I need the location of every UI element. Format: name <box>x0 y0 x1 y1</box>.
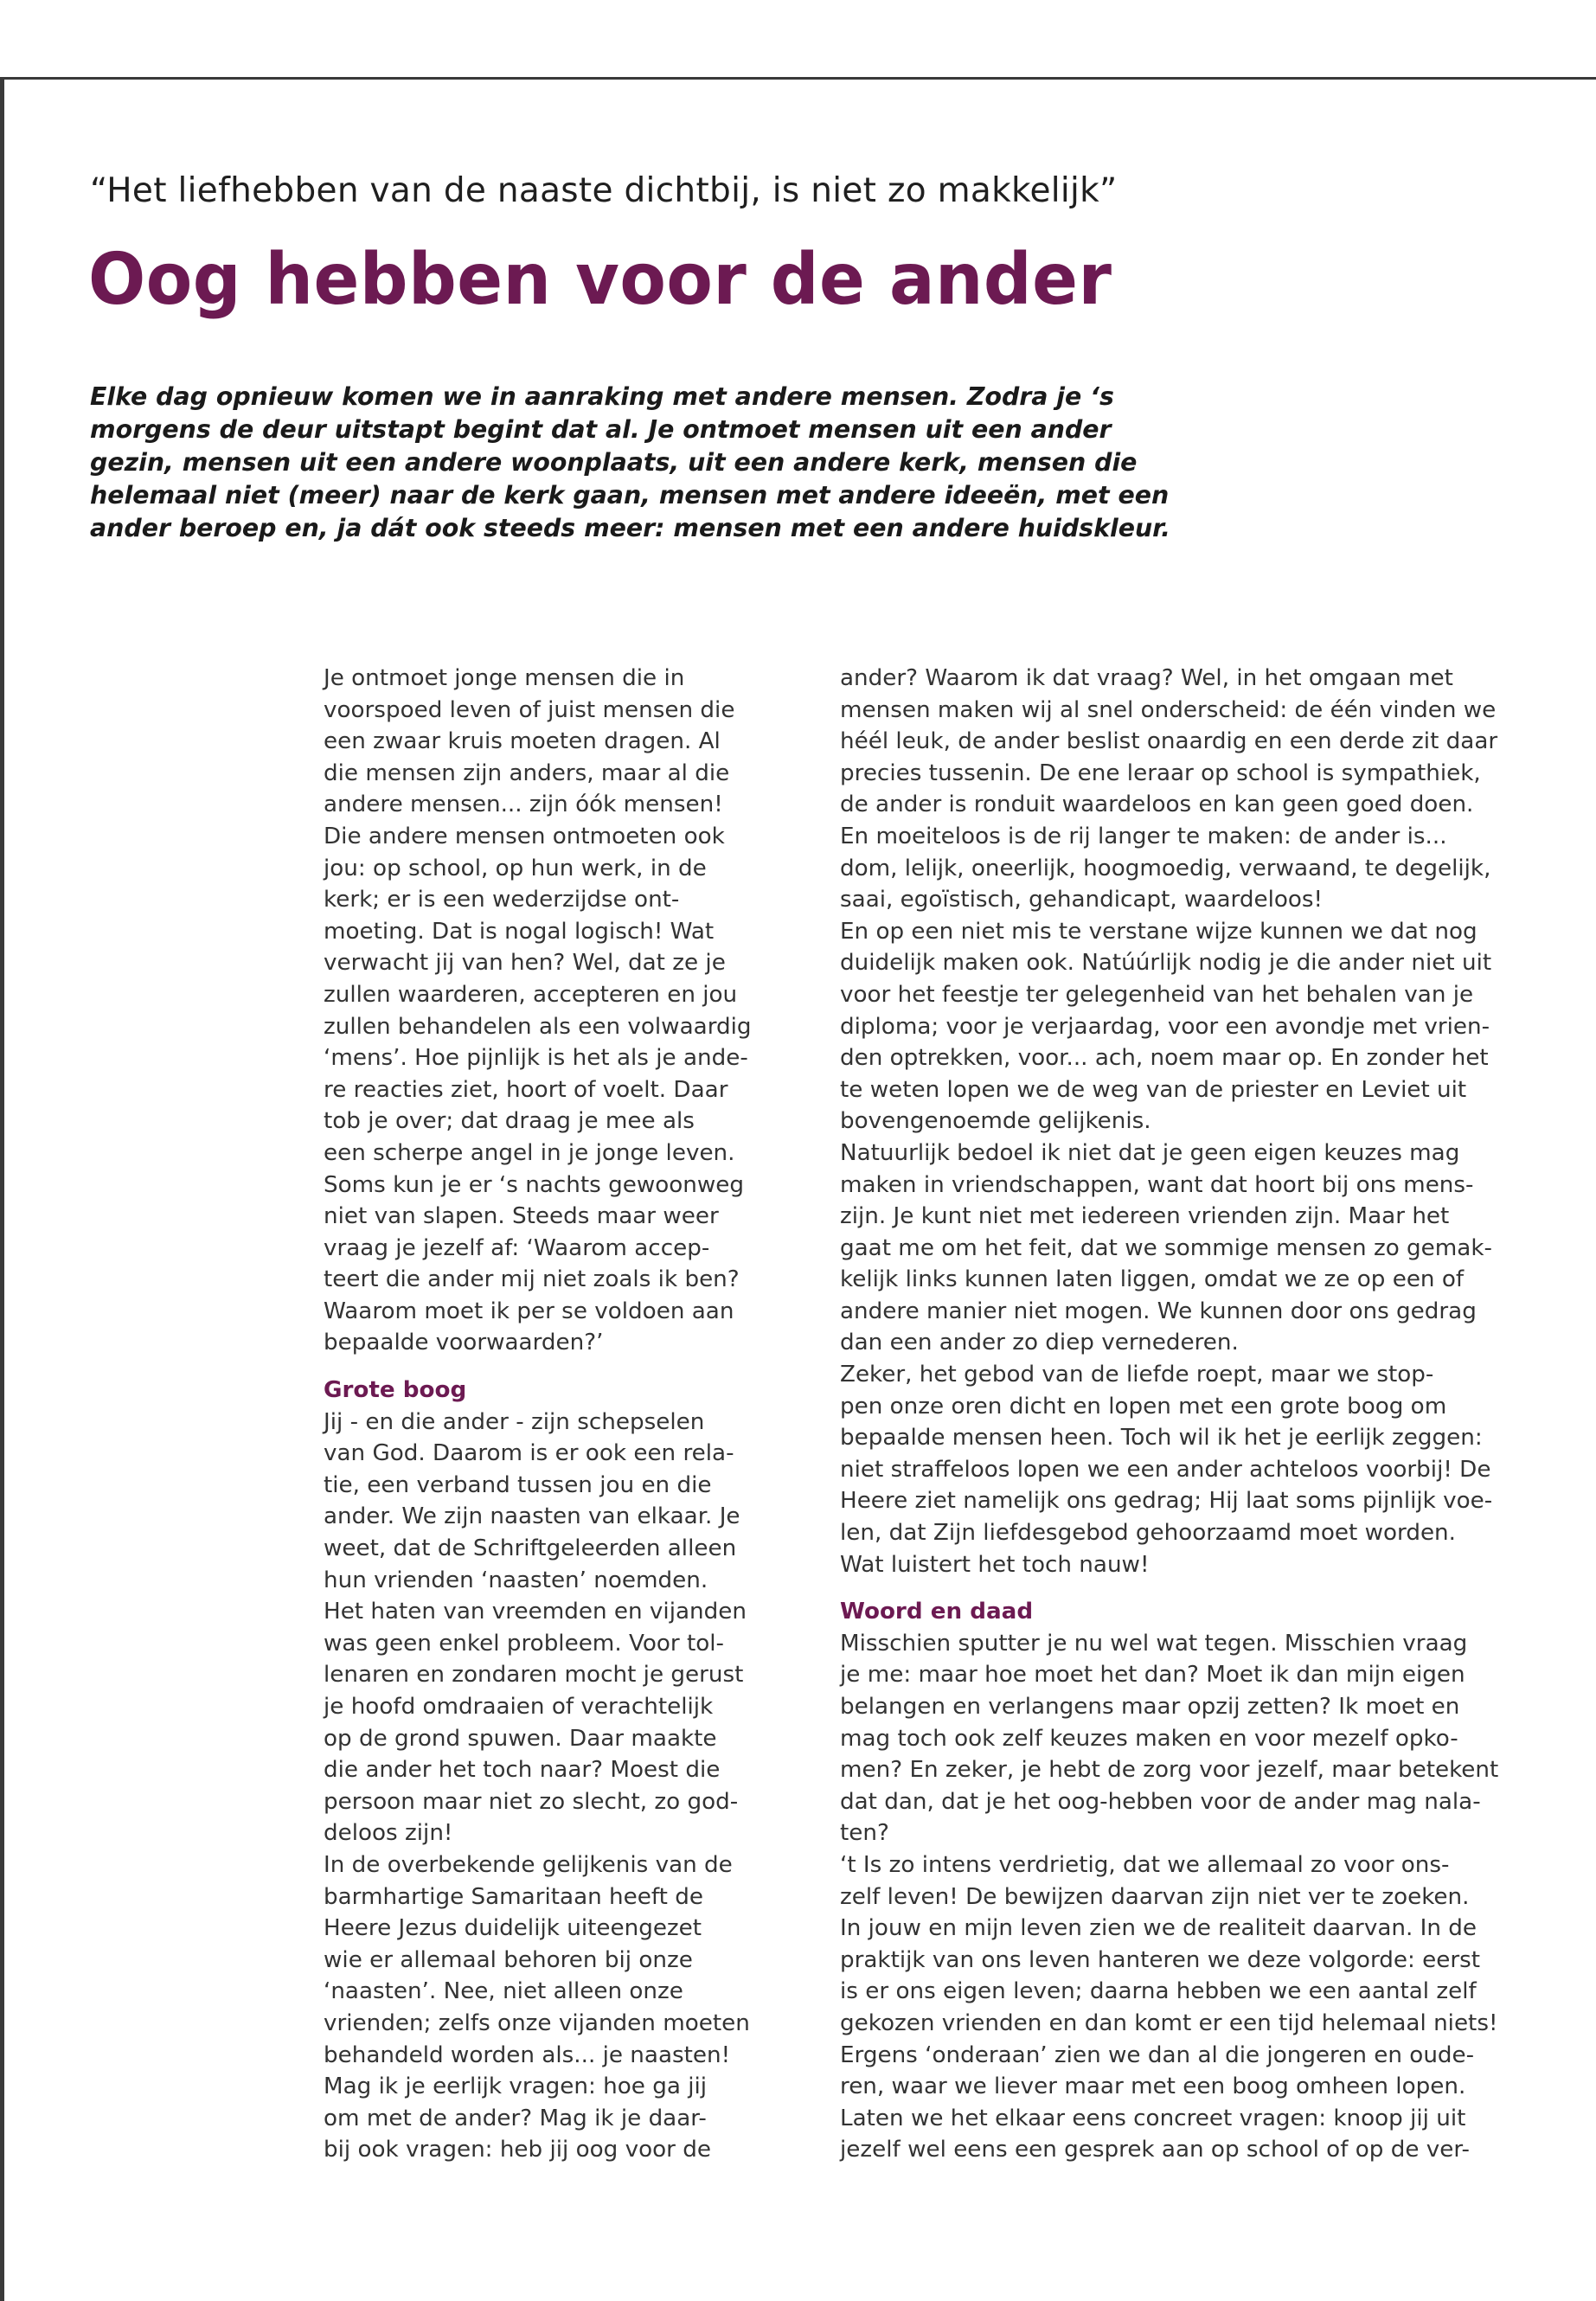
body-line: je hoofd omdraaien of verachtelijk <box>324 1694 714 1720</box>
body-line: len, dat Zijn liefdesgebod gehoorzaamd moet worden. <box>840 1520 1456 1547</box>
body-line: Natuurlijk bedoel ik niet dat je geen eigen keuzes mag <box>840 1139 1460 1166</box>
right-column <box>840 663 1515 2166</box>
body-line: dom, lelijk, oneerlijk, hoogmoedig, verwaand, te degelijk, <box>840 855 1491 881</box>
body-line: voor het feestje ter gelegenheid van het behalen van je <box>840 981 1474 1008</box>
body-line: lenaren en zondaren mocht je gerust <box>324 1662 744 1689</box>
body-line: diploma; voor je verjaardag, voor een avondje met vrien- <box>840 1013 1490 1040</box>
intro-line: morgens de deur uitstapt begint dat al. Je ontmoet mensen uit een ander <box>90 415 1112 444</box>
body-line: je me: maar hoe moet het dan? Moet ik dan mijn eigen <box>840 1662 1465 1689</box>
body-line: moeting. Dat is nogal logisch! Wat <box>324 918 715 945</box>
body-line: vraag je jezelf af: ‘Waarom accep- <box>324 1234 710 1261</box>
intro-line: Elke dag opnieuw komen we in aanraking met andere mensen. Zodra je ‘s <box>90 382 1114 411</box>
body-line: Heere Jezus duidelijk uiteengezet <box>324 1915 702 1942</box>
body-line: tie, een verband tussen jou en die <box>324 1471 712 1498</box>
body-line: zullen waarderen, accepteren en jou <box>324 981 738 1008</box>
body-line: is er ons eigen leven; daarna hebben we een aantal zelf <box>840 1978 1477 2005</box>
body-line: mag toch ook zelf keuzes maken en voor mezelf opko- <box>840 1725 1458 1752</box>
body-line: een zwaar kruis moeten dragen. Al <box>324 728 721 755</box>
body-line: vrienden; zelfs onze vijanden moeten <box>324 2009 750 2036</box>
body-line: Ergens ‘onderaan’ zien we dan al die jongeren en oude- <box>840 2041 1475 2068</box>
body-line: saai, egoïstisch, gehandicapt, waardeloos! <box>840 887 1324 913</box>
intro-line: ander beroep en, ja dát ook steeds meer: mensen met een andere huidskleur. <box>90 514 1170 542</box>
body-line: bepaalde mensen heen. Toch wil ik het je eerlijk zeggen: <box>840 1425 1483 1452</box>
body-line: duidelijk maken ook. Natúúrlijk nodig je die ander niet uit <box>840 950 1492 977</box>
body-line: bij ook vragen: heb jij oog voor de <box>324 2137 711 2163</box>
article-kicker-quote: “Het liefhebben van de naaste dichtbij, is niet zo makkelijk” <box>90 171 1118 210</box>
body-line: Het haten van vreemden en vijanden <box>324 1599 747 1625</box>
body-line: In de overbekende gelijkenis van de <box>324 1851 733 1878</box>
body-line: tob je over; dat draag je mee als <box>324 1108 695 1135</box>
intro-line: gezin, mensen uit een andere woonplaats, uit een andere kerk, mensen die <box>90 448 1138 477</box>
body-line: bovengenoemde gelijkenis. <box>840 1108 1151 1135</box>
body-line: Zeker, het gebod van de liefde roept, maar we stop- <box>840 1362 1434 1388</box>
body-line: te weten lopen we de weg van de priester en Leviet uit <box>840 1076 1467 1103</box>
body-line: verwacht jij van hen? Wel, dat ze je <box>324 950 726 977</box>
body-line: kerk; er is een wederzijdse ont- <box>324 887 680 913</box>
body-line: teert die ander mij niet zoals ik ben? <box>324 1266 740 1293</box>
section-gap <box>840 1580 1515 1596</box>
body-line: dat dan, dat je het oog-hebben voor de ander mag nala- <box>840 1788 1481 1815</box>
body-line: Die andere mensen ontmoeten ook <box>324 823 725 849</box>
body-line: praktijk van ons leven hanteren we deze volgorde: eerst <box>840 1946 1481 1973</box>
body-line: bepaalde voorwaarden?’ <box>324 1330 604 1356</box>
scan-border-top <box>0 0 1596 80</box>
body-line: ander. We zijn naasten van elkaar. Je <box>324 1503 740 1530</box>
body-line: andere mensen... zijn óók mensen! <box>324 792 723 818</box>
body-line: precies tussenin. De ene leraar op school is sympathiek, <box>840 760 1481 786</box>
body-line: van God. Daarom is er ook een rela- <box>324 1440 734 1467</box>
body-line: men? En zeker, je hebt de zorg voor jezelf, maar betekent <box>840 1757 1499 1784</box>
body-line: zelf leven! De bewijzen daarvan zijn niet ver te zoeken. <box>840 1883 1470 1910</box>
body-line: niet straffeloos lopen we een ander achteloos voorbij! De <box>840 1456 1491 1483</box>
body-line: Laten we het elkaar eens concreet vragen: knoop jij uit <box>840 2105 1466 2131</box>
body-line: pen onze oren dicht en lopen met een grote boog om <box>840 1393 1447 1420</box>
section-subheading: Grote boog <box>324 1377 467 1404</box>
body-line: kelijk links kunnen laten liggen, omdat we ze op een of <box>840 1266 1465 1293</box>
body-line: Wat luistert het toch nauw! <box>840 1551 1150 1578</box>
body-line: wie er allemaal behoren bij onze <box>324 1946 693 1973</box>
scan-border-left <box>0 80 4 2301</box>
body-line: Misschien sputter je nu wel wat tegen. Misschien vraag <box>840 1630 1468 1657</box>
body-line: voorspoed leven of juist mensen die <box>324 696 735 723</box>
body-line: jou: op school, op hun werk, in de <box>324 855 707 881</box>
body-line: En op een niet mis te verstane wijze kunnen we dat nog <box>840 918 1477 945</box>
body-line: die ander het toch naar? Moest die <box>324 1757 721 1784</box>
body-line: ‘t Is zo intens verdrietig, dat we allemaal zo voor ons- <box>840 1851 1450 1878</box>
body-line: niet van slapen. Steeds maar weer <box>324 1203 719 1230</box>
body-line: hun vrienden ‘naasten’ noemden. <box>324 1567 708 1593</box>
body-line: Heere ziet namelijk ons gedrag; Hij laat soms pijnlijk voe- <box>840 1488 1493 1515</box>
section-subheading: Woord en daad <box>840 1599 1034 1625</box>
body-line: ten? <box>840 1820 889 1847</box>
body-line: was geen enkel probleem. Voor tol- <box>324 1630 724 1657</box>
body-line: Soms kun je er ‘s nachts gewoonweg <box>324 1171 745 1198</box>
body-line: barmhartige Samaritaan heeft de <box>324 1883 703 1910</box>
body-line: En moeiteloos is de rij langer te maken: de ander is... <box>840 823 1447 849</box>
body-line: héél leuk, de ander beslist onaardig en een derde zit daar <box>840 728 1498 755</box>
body-line: In jouw en mijn leven zien we de realiteit daarvan. In de <box>840 1915 1477 1942</box>
body-line: de ander is ronduit waardeloos en kan geen goed doen. <box>840 792 1474 818</box>
body-line: re reacties ziet, hoort of voelt. Daar <box>324 1076 728 1103</box>
body-line: jezelf wel eens een gesprek aan op school of op de ver- <box>840 2137 1470 2163</box>
body-line: een scherpe angel in je jonge leven. <box>324 1139 735 1166</box>
intro-line: helemaal niet (meer) naar de kerk gaan, mensen met andere ideeën, met een <box>90 481 1170 510</box>
body-line: andere manier niet mogen. We kunnen door ons gedrag <box>840 1298 1477 1324</box>
body-line: ‘mens’. Hoe pijnlijk is het als je ande- <box>324 1045 748 1072</box>
body-line: op de grond spuwen. Daar maakte <box>324 1725 717 1752</box>
body-line: om met de ander? Mag ik je daar- <box>324 2105 707 2131</box>
body-line: Je ontmoet jonge mensen die in <box>324 665 685 691</box>
body-line: belangen en verlangens maar opzij zetten? Ik moet en <box>840 1694 1460 1720</box>
body-line: gaat me om het feit, dat we sommige mensen zo gemak- <box>840 1234 1492 1261</box>
body-line: weet, dat de Schriftgeleerden alleen <box>324 1535 737 1562</box>
body-line: die mensen zijn anders, maar al die <box>324 760 730 786</box>
body-line: deloos zijn! <box>324 1820 453 1847</box>
body-line: mensen maken wij al snel onderscheid: de één vinden we <box>840 696 1497 723</box>
body-line: ren, waar we liever maar met een boog omheen lopen. <box>840 2073 1466 2100</box>
body-line: Jij - en die ander - zijn schepselen <box>324 1408 705 1435</box>
body-line: behandeld worden als... je naasten! <box>324 2041 731 2068</box>
body-line: zullen behandelen als een volwaardig <box>324 1013 752 1040</box>
body-line: maken in vriendschappen, want dat hoort bij ons mens- <box>840 1171 1474 1198</box>
article-headline: Oog hebben voor de ander <box>88 239 1112 321</box>
section-gap <box>324 1359 791 1375</box>
body-line: persoon maar niet zo slecht, zo god- <box>324 1788 739 1815</box>
body-line: Mag ik je eerlijk vragen: hoe ga jij <box>324 2073 708 2100</box>
body-line: ‘naasten’. Nee, niet alleen onze <box>324 1978 683 2005</box>
body-line: dan een ander zo diep vernederen. <box>840 1330 1239 1356</box>
body-line: Waarom moet ik per se voldoen aan <box>324 1298 734 1324</box>
left-column <box>324 663 791 2166</box>
body-line: den optrekken, voor... ach, noem maar op. En zonder het <box>840 1045 1489 1072</box>
body-line: gekozen vrienden en dan komt er een tijd helemaal niets! <box>840 2009 1498 2036</box>
body-line: zijn. Je kunt niet met iedereen vrienden zijn. Maar het <box>840 1203 1450 1230</box>
article-intro <box>90 381 1170 545</box>
body-line: ander? Waarom ik dat vraag? Wel, in het omgaan met <box>840 665 1453 691</box>
